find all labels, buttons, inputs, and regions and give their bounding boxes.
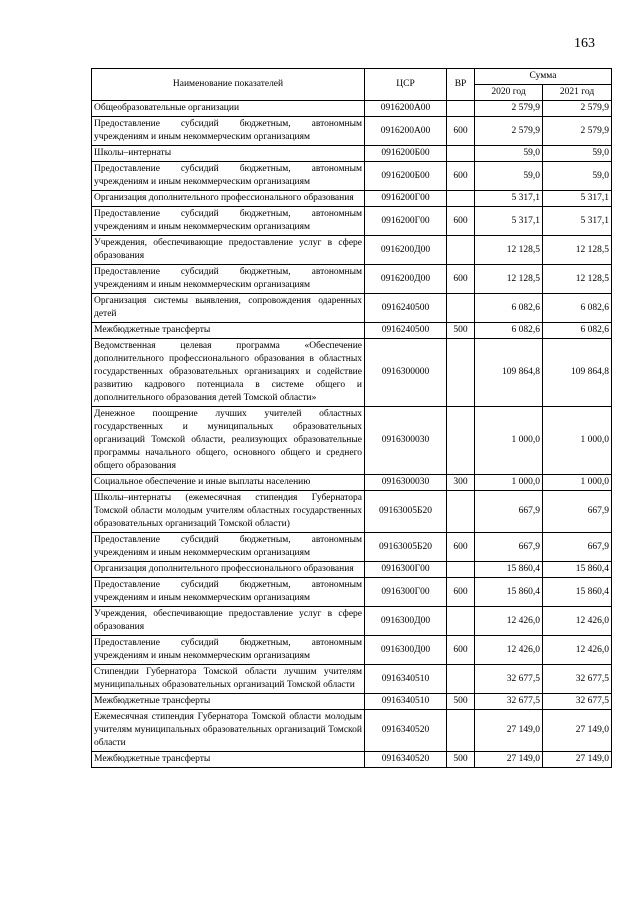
row-name-cell: Предоставление субсидий бюджетным, автономным учреждениям и иным некоммерческим организациям — [92, 265, 365, 294]
row-sum-2020-cell: 1 000,0 — [475, 475, 543, 491]
row-csr-cell: 0916200А00 — [365, 117, 447, 146]
row-csr-cell: 0916300Г00 — [365, 578, 447, 607]
row-name-cell: Денежное поощрение лучших учителей областных государственных и муниципальных образовательных организаций Томской области, реализующих образовательные программы начального общего, основного общего и среднего общего образования — [92, 407, 365, 475]
column-header-vr: ВР — [447, 69, 475, 101]
row-sum-2021-cell: 2 579,9 — [543, 101, 612, 117]
row-name-cell: Предоставление субсидий бюджетным, автономным учреждениям и иным некоммерческим организациям — [92, 578, 365, 607]
row-sum-2021-cell: 2 579,9 — [543, 117, 612, 146]
row-sum-2021-cell: 59,0 — [543, 146, 612, 162]
table-row — [92, 265, 612, 294]
table-row — [92, 710, 612, 752]
row-csr-cell: 09163005Б20 — [365, 491, 447, 533]
row-sum-2020-cell: 5 317,1 — [475, 191, 543, 207]
row-vr-cell — [447, 607, 475, 636]
row-name-cell: Общеобразовательные организации — [92, 101, 365, 117]
column-header-csr: ЦСР — [365, 69, 447, 101]
column-header-2021: 2021 год — [543, 85, 612, 101]
row-vr-cell — [447, 294, 475, 323]
row-csr-cell: 0916300Г00 — [365, 562, 447, 578]
row-csr-cell: 0916240500 — [365, 294, 447, 323]
row-vr-cell: 600 — [447, 533, 475, 562]
table-row — [92, 146, 612, 162]
row-sum-2020-cell: 1 000,0 — [475, 407, 543, 475]
row-vr-cell: 600 — [447, 162, 475, 191]
row-vr-cell: 600 — [447, 265, 475, 294]
row-sum-2020-cell: 27 149,0 — [475, 752, 543, 768]
row-sum-2020-cell: 15 860,4 — [475, 578, 543, 607]
row-name-cell: Организация системы выявления, сопровождения одаренных детей — [92, 294, 365, 323]
table-row — [92, 407, 612, 475]
row-vr-cell — [447, 407, 475, 475]
row-sum-2020-cell: 2 579,9 — [475, 101, 543, 117]
table-row — [92, 101, 612, 117]
row-name-cell: Предоставление субсидий бюджетным, автономным учреждениям и иным некоммерческим организациям — [92, 117, 365, 146]
row-sum-2020-cell: 15 860,4 — [475, 562, 543, 578]
row-name-cell: Стипендии Губернатора Томской области лучшим учителям муниципальных образовательных организаций Томской области — [92, 665, 365, 694]
row-sum-2021-cell: 32 677,5 — [543, 665, 612, 694]
row-csr-cell: 0916340520 — [365, 710, 447, 752]
row-sum-2020-cell: 5 317,1 — [475, 207, 543, 236]
row-csr-cell: 0916300000 — [365, 339, 447, 407]
table-row — [92, 607, 612, 636]
row-csr-cell: 0916300Д00 — [365, 607, 447, 636]
row-sum-2020-cell: 32 677,5 — [475, 694, 543, 710]
row-csr-cell: 0916300030 — [365, 407, 447, 475]
row-sum-2021-cell: 32 677,5 — [543, 694, 612, 710]
row-sum-2021-cell: 109 864,8 — [543, 339, 612, 407]
row-sum-2020-cell: 27 149,0 — [475, 710, 543, 752]
row-csr-cell: 0916200Б00 — [365, 162, 447, 191]
row-csr-cell: 0916200Г00 — [365, 207, 447, 236]
table-row — [92, 694, 612, 710]
row-sum-2021-cell: 15 860,4 — [543, 562, 612, 578]
row-vr-cell: 600 — [447, 117, 475, 146]
row-sum-2020-cell: 6 082,6 — [475, 294, 543, 323]
row-sum-2020-cell: 32 677,5 — [475, 665, 543, 694]
row-vr-cell — [447, 236, 475, 265]
row-csr-cell: 0916200А00 — [365, 101, 447, 117]
table-row — [92, 294, 612, 323]
row-name-cell: Предоставление субсидий бюджетным, автономным учреждениям и иным некоммерческим организациям — [92, 162, 365, 191]
table-row — [92, 191, 612, 207]
table-row — [92, 491, 612, 533]
row-sum-2021-cell: 27 149,0 — [543, 752, 612, 768]
row-csr-cell: 0916200Г00 — [365, 191, 447, 207]
table-row — [92, 475, 612, 491]
row-vr-cell — [447, 191, 475, 207]
row-name-cell: Предоставление субсидий бюджетным, автономным учреждениям и иным некоммерческим организациям — [92, 207, 365, 236]
row-sum-2020-cell: 12 426,0 — [475, 636, 543, 665]
table-row — [92, 665, 612, 694]
table-row — [92, 636, 612, 665]
row-sum-2020-cell: 12 128,5 — [475, 236, 543, 265]
row-sum-2021-cell: 6 082,6 — [543, 294, 612, 323]
row-sum-2020-cell: 2 579,9 — [475, 117, 543, 146]
row-vr-cell — [447, 562, 475, 578]
row-name-cell: Межбюджетные трансферты — [92, 694, 365, 710]
table-row — [92, 117, 612, 146]
row-csr-cell: 0916200Д00 — [365, 236, 447, 265]
row-csr-cell: 0916340510 — [365, 694, 447, 710]
row-sum-2021-cell: 15 860,4 — [543, 578, 612, 607]
row-name-cell: Школы–интернаты — [92, 146, 365, 162]
table-row — [92, 162, 612, 191]
row-vr-cell: 500 — [447, 694, 475, 710]
row-name-cell: Ведомственная целевая программа «Обеспечение дополнительного профессионального образования в областных государственных образовательных организациях и содействие развитию кадрового потенциала в системе общего и дополнительного образования детей Томской области» — [92, 339, 365, 407]
row-name-cell: Ежемесячная стипендия Губернатора Томской области молодым учителям муниципальных образовательных организаций Томской области — [92, 710, 365, 752]
row-sum-2021-cell: 667,9 — [543, 491, 612, 533]
row-name-cell: Межбюджетные трансферты — [92, 752, 365, 768]
row-csr-cell: 0916300Д00 — [365, 636, 447, 665]
table-row — [92, 323, 612, 339]
row-name-cell: Школы–интернаты (ежемесячная стипендия Губернатора Томской области молодым учителям областных государственных образовательных организаций Томской области) — [92, 491, 365, 533]
row-name-cell: Предоставление субсидий бюджетным, автономным учреждениям и иным некоммерческим организациям — [92, 533, 365, 562]
row-vr-cell — [447, 146, 475, 162]
row-csr-cell: 0916200Б00 — [365, 146, 447, 162]
table-body — [92, 101, 612, 768]
column-header-name: Наименование показателей — [92, 69, 365, 101]
row-sum-2020-cell: 6 082,6 — [475, 323, 543, 339]
table-row — [92, 236, 612, 265]
row-csr-cell: 09163005Б20 — [365, 533, 447, 562]
table-row — [92, 562, 612, 578]
row-sum-2021-cell: 12 128,5 — [543, 265, 612, 294]
table-row — [92, 752, 612, 768]
column-header-2020: 2020 год — [475, 85, 543, 101]
row-csr-cell: 0916200Д00 — [365, 265, 447, 294]
row-name-cell: Межбюджетные трансферты — [92, 323, 365, 339]
row-csr-cell: 0916340520 — [365, 752, 447, 768]
row-vr-cell: 500 — [447, 752, 475, 768]
page-number: 163 — [574, 36, 595, 51]
row-name-cell: Учреждения, обеспечивающие предоставление услуг в сфере образования — [92, 236, 365, 265]
table-row — [92, 533, 612, 562]
budget-table — [91, 68, 612, 768]
row-sum-2020-cell: 12 128,5 — [475, 265, 543, 294]
row-sum-2020-cell: 59,0 — [475, 146, 543, 162]
row-vr-cell — [447, 491, 475, 533]
row-sum-2020-cell: 667,9 — [475, 491, 543, 533]
row-sum-2021-cell: 5 317,1 — [543, 207, 612, 236]
row-vr-cell — [447, 710, 475, 752]
table-row — [92, 339, 612, 407]
row-sum-2021-cell: 12 426,0 — [543, 636, 612, 665]
row-vr-cell: 600 — [447, 207, 475, 236]
row-sum-2021-cell: 1 000,0 — [543, 475, 612, 491]
row-sum-2020-cell: 109 864,8 — [475, 339, 543, 407]
row-name-cell: Учреждения, обеспечивающие предоставление услуг в сфере образования — [92, 607, 365, 636]
row-csr-cell: 0916300030 — [365, 475, 447, 491]
row-csr-cell: 0916240500 — [365, 323, 447, 339]
row-vr-cell: 600 — [447, 636, 475, 665]
table-row — [92, 578, 612, 607]
row-sum-2020-cell: 59,0 — [475, 162, 543, 191]
row-vr-cell — [447, 339, 475, 407]
table-row — [92, 207, 612, 236]
row-vr-cell: 600 — [447, 578, 475, 607]
row-sum-2020-cell: 667,9 — [475, 533, 543, 562]
row-sum-2021-cell: 5 317,1 — [543, 191, 612, 207]
row-vr-cell: 500 — [447, 323, 475, 339]
row-name-cell: Организация дополнительного профессионального образования — [92, 562, 365, 578]
row-vr-cell — [447, 101, 475, 117]
row-sum-2021-cell: 27 149,0 — [543, 710, 612, 752]
row-sum-2021-cell: 12 128,5 — [543, 236, 612, 265]
row-sum-2021-cell: 59,0 — [543, 162, 612, 191]
row-sum-2020-cell: 12 426,0 — [475, 607, 543, 636]
row-sum-2021-cell: 12 426,0 — [543, 607, 612, 636]
column-header-sum: Сумма — [475, 69, 612, 85]
row-csr-cell: 0916340510 — [365, 665, 447, 694]
row-sum-2021-cell: 1 000,0 — [543, 407, 612, 475]
table-header — [92, 69, 612, 101]
row-name-cell: Социальное обеспечение и иные выплаты населению — [92, 475, 365, 491]
row-sum-2021-cell: 667,9 — [543, 533, 612, 562]
row-name-cell: Предоставление субсидий бюджетным, автономным учреждениям и иным некоммерческим организациям — [92, 636, 365, 665]
row-name-cell: Организация дополнительного профессионального образования — [92, 191, 365, 207]
row-sum-2021-cell: 6 082,6 — [543, 323, 612, 339]
row-vr-cell — [447, 665, 475, 694]
row-vr-cell: 300 — [447, 475, 475, 491]
